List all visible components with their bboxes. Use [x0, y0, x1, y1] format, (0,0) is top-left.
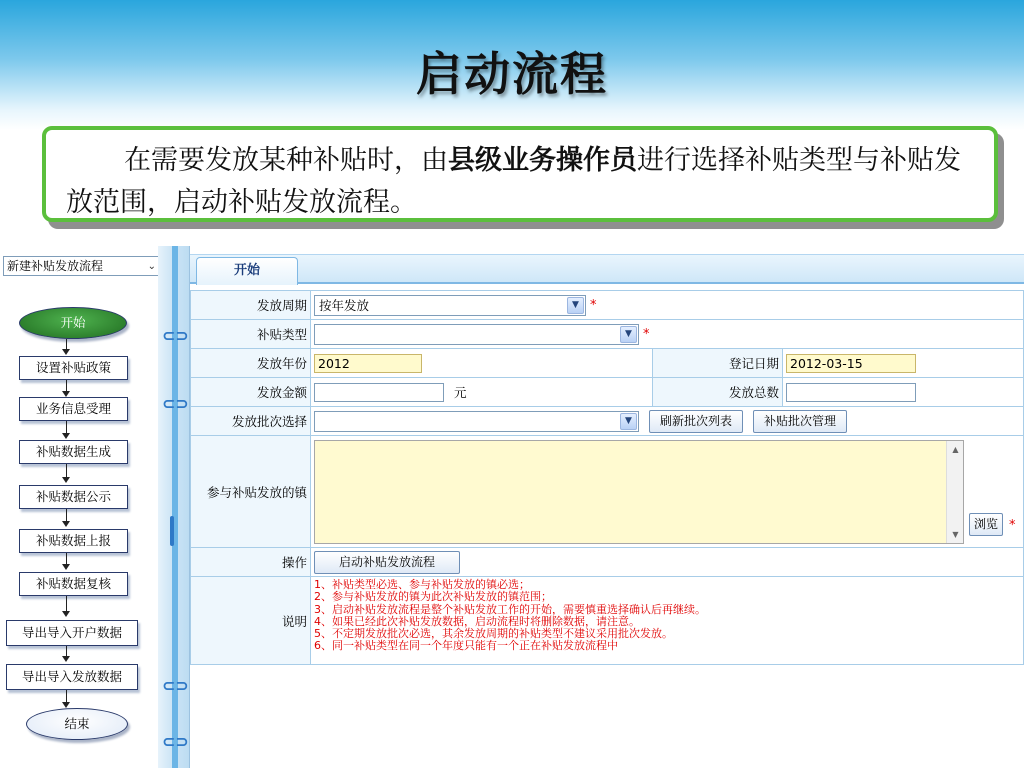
flow-step-label: 导出导入开户数据 — [21, 625, 122, 640]
pane-splitter[interactable] — [158, 246, 190, 768]
note-item: 5、不定期发放批次必选，其余发放周期的补贴类型不建议采用批次发放。 — [314, 627, 673, 641]
reg-date-input[interactable]: 2012-03-15 — [786, 354, 916, 373]
flow-type-select-value: 新建补贴发放流程 — [7, 259, 104, 273]
batch-label: 发放批次选择 — [191, 407, 311, 436]
amount-label: 发放金额 — [191, 378, 311, 407]
period-label: 发放周期 — [191, 291, 311, 320]
flow-step-label: 补贴数据复核 — [35, 576, 111, 591]
browse-button[interactable]: 浏览 — [969, 513, 1003, 536]
total-label: 发放总数 — [653, 378, 783, 407]
required-mark: * — [643, 326, 650, 342]
scroll-down-icon[interactable]: ▼ — [952, 530, 959, 539]
flow-step-account-data[interactable] — [6, 620, 138, 646]
slide-title: 启动流程 — [416, 47, 608, 101]
required-mark: * — [1009, 518, 1016, 533]
description-bold: 县级业务操作员 — [448, 145, 637, 176]
flow-step-payment-data[interactable] — [6, 664, 138, 690]
flow-step-label: 补贴数据生成 — [35, 444, 111, 459]
flow-step-label: 开始 — [60, 315, 86, 330]
flow-step-generate[interactable] — [19, 440, 128, 464]
manage-batch-button[interactable]: 补贴批次管理 — [753, 410, 847, 433]
form-pane — [190, 246, 1024, 768]
flow-step-report[interactable] — [19, 529, 128, 553]
year-input[interactable]: 2012 — [314, 354, 422, 373]
flow-type-select[interactable] — [3, 256, 159, 276]
notes-list — [314, 577, 1020, 653]
app-screenshot — [0, 246, 1024, 768]
flow-step-label: 导出导入发放数据 — [21, 669, 122, 684]
binder-clip-icon: ⊂⊃ — [162, 732, 189, 751]
flow-step-business-accept[interactable] — [19, 397, 128, 421]
description-post: 进行选择补贴类型与补贴发放范围，启动补贴发放流程。 — [66, 145, 961, 218]
period-select-value: 按年发放 — [319, 297, 370, 313]
note-item: 6、同一补贴类型在同一个年度只能有一个正在补贴发放流程中 — [314, 639, 618, 653]
batch-select[interactable] — [314, 411, 639, 432]
chevron-down-icon: ⌄ — [147, 261, 156, 272]
flow-step-start[interactable] — [19, 307, 127, 339]
chevron-down-icon: ▼ — [620, 326, 637, 343]
description-pre: 在需要发放某种补贴时，由 — [124, 145, 448, 176]
flow-step-label: 设置补贴政策 — [35, 360, 111, 375]
flow-pane — [0, 246, 158, 768]
towns-textarea[interactable] — [314, 440, 964, 544]
towns-label: 参与补贴发放的镇 — [191, 436, 311, 548]
operation-label: 操作 — [191, 548, 311, 577]
flow-step-review[interactable] — [19, 572, 128, 596]
flow-step-end[interactable] — [26, 708, 128, 740]
period-select[interactable] — [314, 295, 586, 316]
flow-step-policy[interactable] — [19, 356, 128, 380]
flow-step-label: 业务信息受理 — [35, 401, 111, 416]
flow-step-publicize[interactable] — [19, 485, 128, 509]
textarea-scrollbar[interactable] — [946, 441, 963, 543]
total-input[interactable] — [786, 383, 916, 402]
refresh-batch-button[interactable]: 刷新批次列表 — [649, 410, 743, 433]
binder-clip-icon: ⊂⊃ — [162, 394, 189, 413]
reg-date-label: 登记日期 — [653, 349, 783, 378]
notes-label: 说明 — [191, 577, 311, 665]
tab-start[interactable]: 开始 — [196, 257, 298, 285]
amount-unit: 元 — [453, 385, 467, 400]
note-item: 1、补贴类型必选、参与补贴发放的镇必选； — [314, 578, 530, 591]
subsidy-type-select[interactable] — [314, 324, 639, 345]
description-box — [42, 126, 998, 222]
binder-clip-icon: ⊂⊃ — [162, 676, 189, 695]
launch-form — [190, 290, 1024, 665]
flow-step-label: 结束 — [64, 716, 90, 731]
chevron-down-icon: ▼ — [620, 413, 637, 430]
note-item: 2、参与补贴发放的镇为此次补贴发放的镇范围； — [314, 590, 552, 604]
flow-step-label: 补贴数据公示 — [35, 489, 111, 504]
flow-step-label: 补贴数据上报 — [35, 533, 111, 548]
tab-bar — [190, 254, 1024, 284]
required-mark: * — [590, 297, 597, 313]
note-item: 3、启动补贴发放流程是整个补贴发放工作的开始，需要慎重选择确认后再继续。 — [314, 602, 706, 616]
amount-input[interactable] — [314, 383, 444, 402]
scroll-up-icon[interactable]: ▲ — [952, 445, 959, 454]
chevron-down-icon: ▼ — [567, 297, 584, 314]
type-label: 补贴类型 — [191, 320, 311, 349]
note-item: 4、如果已经此次补贴发放数据，启动流程时将删除数据，请注意。 — [314, 614, 640, 628]
binder-clip-icon: ⊂⊃ — [162, 326, 189, 345]
splitter-handle[interactable] — [170, 516, 174, 546]
year-label: 发放年份 — [191, 349, 311, 378]
start-flow-button[interactable]: 启动补贴发放流程 — [314, 551, 460, 574]
